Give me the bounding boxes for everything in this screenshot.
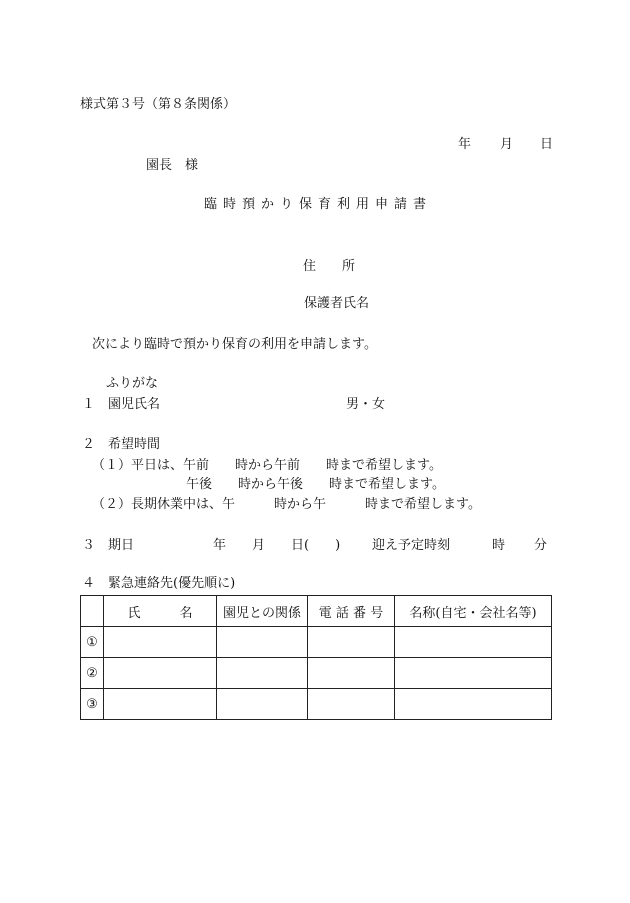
use-date: 年 月 日( ) xyxy=(213,538,341,553)
phone-cell[interactable] xyxy=(308,627,395,658)
table-header-cell: 園児との関係 xyxy=(217,596,308,627)
intro-text: 次により臨時で預かり保育の利用を申請します。 xyxy=(92,337,377,352)
name-cell[interactable] xyxy=(104,689,217,720)
table-row xyxy=(81,627,552,658)
relation-cell[interactable] xyxy=(217,627,308,658)
emergency-contacts-table xyxy=(80,595,552,720)
relation-cell[interactable] xyxy=(217,658,308,689)
table-header-row xyxy=(81,596,552,627)
table-header-cell: 電 話 番 号 xyxy=(308,596,395,627)
date-day-label: 日 xyxy=(540,137,554,152)
row-number: ① xyxy=(81,627,104,658)
relation-cell[interactable] xyxy=(217,689,308,720)
row-number: ② xyxy=(81,658,104,689)
pickup-hour-label: 時 xyxy=(492,538,506,553)
weekday-pm-line: 午後 時から午後 時まで希望します。 xyxy=(186,477,445,492)
phone-cell[interactable] xyxy=(308,658,395,689)
pickup-minute-label: 分 xyxy=(534,538,548,553)
date-year-label: 年 xyxy=(458,137,472,152)
desired-time-label: ２ 希望時間 xyxy=(82,437,161,452)
row-number: ③ xyxy=(81,689,104,720)
address-label: 住 所 xyxy=(303,259,356,274)
gender-options: 男・女 xyxy=(346,397,386,412)
child-name-label: １ 園児氏名 xyxy=(82,397,161,412)
date-month-label: 月 xyxy=(500,137,514,152)
weekday-am-line: （１）平日は、午前 時から午前 時まで希望します。 xyxy=(92,458,442,473)
emergency-contacts-label: ４ 緊急連絡先(優先順に) xyxy=(82,576,236,591)
furigana-label: ふりがな xyxy=(106,376,159,391)
date-label: ３ 期日 xyxy=(82,538,135,553)
place-cell[interactable] xyxy=(395,689,552,720)
table-header-cell: 名称(自宅・会社名等) xyxy=(395,596,552,627)
guardian-name-label: 保護者氏名 xyxy=(304,296,370,311)
pickup-time-label: 迎え予定時刻 xyxy=(372,538,451,553)
name-cell[interactable] xyxy=(104,658,217,689)
addressee: 園長 様 xyxy=(146,158,199,173)
form-number: 様式第３号（第８条関係） xyxy=(80,97,237,112)
table-header-cell xyxy=(81,596,104,627)
table-row xyxy=(81,689,552,720)
table-header-cell: 氏 名 xyxy=(104,596,217,627)
holiday-line: （２）長期休業中は、午 時から午 時まで希望します。 xyxy=(92,497,481,512)
place-cell[interactable] xyxy=(395,658,552,689)
table-row xyxy=(81,658,552,689)
place-cell[interactable] xyxy=(395,627,552,658)
phone-cell[interactable] xyxy=(308,689,395,720)
name-cell[interactable] xyxy=(104,627,217,658)
page-title: 臨時預かり保育利用申請書 xyxy=(204,197,433,212)
